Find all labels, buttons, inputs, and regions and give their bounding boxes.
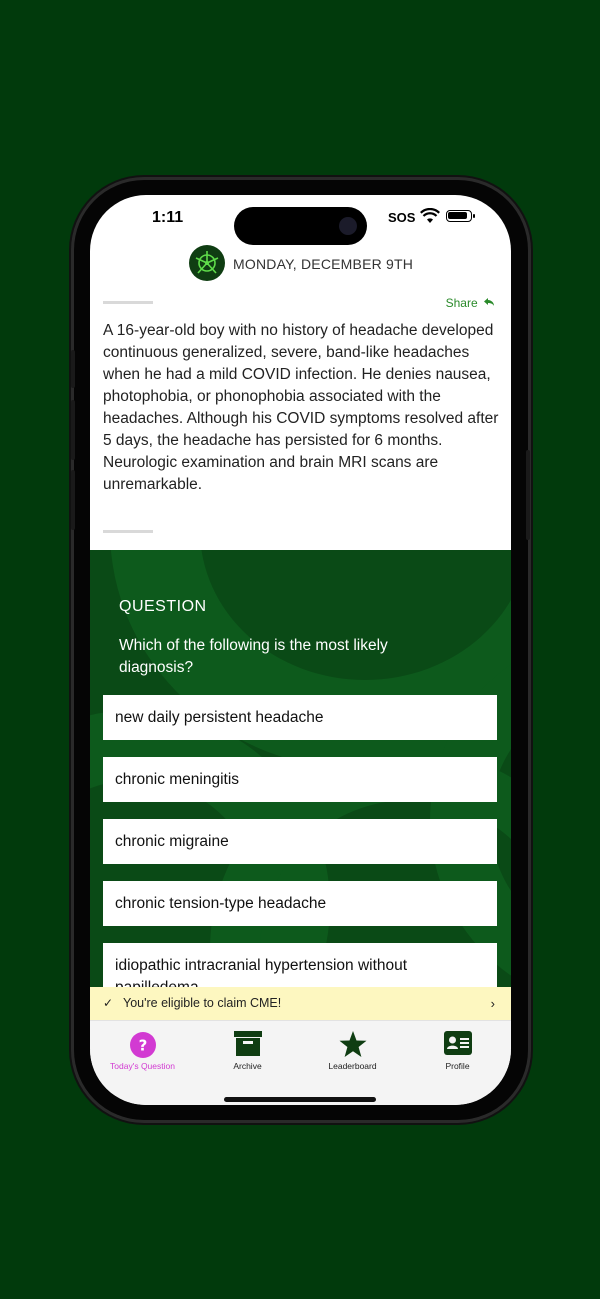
tab-label: Profile xyxy=(445,1061,470,1071)
share-arrow-icon xyxy=(483,297,495,307)
volume-down-button-2 xyxy=(71,470,75,530)
tab-archive[interactable] xyxy=(195,1021,300,1081)
answer-option-4[interactable]: chronic tension-type headache xyxy=(103,881,497,926)
answer-option-2[interactable]: chronic meningitis xyxy=(103,757,497,802)
tab-label: Archive xyxy=(233,1061,262,1071)
wifi-icon xyxy=(420,208,440,224)
battery-icon xyxy=(446,210,472,222)
camera-icon xyxy=(339,217,357,235)
divider xyxy=(103,301,153,304)
question-circle-icon xyxy=(129,1031,157,1059)
answer-option-1[interactable]: new daily persistent headache xyxy=(103,695,497,740)
tab-leaderboard[interactable] xyxy=(300,1021,405,1081)
tab-label: Today's Question xyxy=(110,1061,175,1071)
sos-indicator: SOS xyxy=(388,210,416,225)
tab-label: Leaderboard xyxy=(328,1061,377,1071)
app-logo-icon xyxy=(189,245,225,281)
power-button xyxy=(526,450,530,540)
case-description: A 16-year-old boy with no history of headache developed continuous generalized, severe, band-like headaches when he had a mild COVID infection. He denies nausea, photophobia, or phonophobia associated with the headaches. Although his COVID symptoms resolved after 5 days, the headache has persisted for 6 months. Neurologic examination and brain MRI scans are unremarkable. xyxy=(103,322,499,493)
volume-up-button xyxy=(71,350,75,388)
archive-box-icon xyxy=(234,1031,262,1057)
cme-banner-text: You're eligible to claim CME! xyxy=(123,996,282,1010)
status-time: 1:11 xyxy=(152,209,184,226)
checkmark-icon: ✓ xyxy=(103,996,114,1010)
page-header xyxy=(90,245,511,287)
cme-banner[interactable] xyxy=(90,987,511,1020)
question-label: QUESTION xyxy=(119,598,207,615)
star-icon xyxy=(339,1031,367,1058)
volume-down-button xyxy=(71,400,75,460)
share-label: Share xyxy=(445,296,478,310)
question-text: Which of the following is the most likely diagnosis? xyxy=(119,637,388,676)
status-bar xyxy=(90,195,511,245)
divider xyxy=(103,530,153,533)
phone-screen xyxy=(90,195,511,1105)
answer-option-3[interactable]: chronic migraine xyxy=(103,819,497,864)
tab-todays-question[interactable] xyxy=(90,1021,195,1081)
dynamic-island xyxy=(234,207,367,245)
share-button[interactable] xyxy=(446,296,495,310)
id-card-icon xyxy=(444,1031,472,1055)
chevron-right-icon: › xyxy=(490,996,495,1011)
page-date: MONDAY, DECEMBER 9TH xyxy=(233,256,414,272)
question-panel xyxy=(90,550,511,1050)
svg-text:?: ? xyxy=(138,1036,147,1055)
tab-bar xyxy=(90,1020,511,1105)
answer-option-5[interactable]: idiopathic intracranial hypertension without xyxy=(103,943,497,1003)
tab-profile[interactable] xyxy=(405,1021,510,1081)
home-indicator[interactable] xyxy=(224,1097,376,1102)
